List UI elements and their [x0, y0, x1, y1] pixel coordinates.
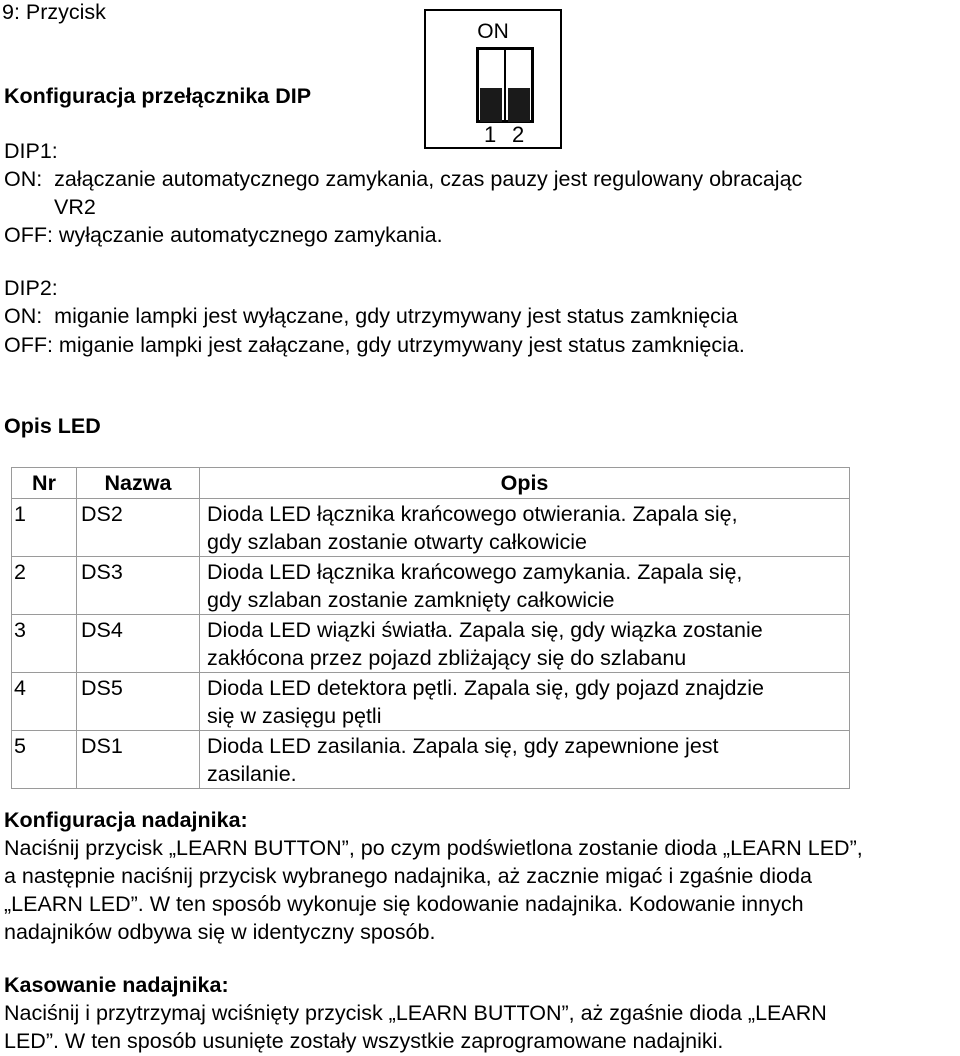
row-description-line: zakłócona przez pojazd zbliżający się do szlabanu: [207, 646, 687, 670]
row-description-line: gdy szlaban zostanie zamknięty całkowicie: [207, 588, 615, 612]
transmitter-delete-line: Naciśnij i przytrzymaj wciśnięty przycisk „LEARN BUTTON”, aż zgaśnie dioda „LEARN: [4, 1001, 827, 1025]
row-description-line: Dioda LED łącznika krańcowego otwierania. Zapala się,: [207, 502, 738, 526]
column-header-description: Opis: [200, 468, 850, 499]
row-name: DS2: [77, 499, 200, 557]
row-nr: 1: [12, 499, 77, 557]
row-description: [200, 731, 850, 789]
row-description-line: gdy szlaban zostanie otwarty całkowicie: [207, 530, 588, 554]
row-description: [200, 673, 850, 731]
dip-switch-figure: [424, 9, 562, 149]
table-row: [12, 731, 850, 789]
led-table-header-row: [12, 468, 850, 499]
led-section-heading: Opis LED: [4, 414, 101, 438]
row-name: DS3: [77, 557, 200, 615]
dip-switch-divider: [504, 50, 506, 122]
dip-switch-body: [476, 47, 534, 123]
transmitter-config-line: a następnie naciśnij przycisk wybranego nadajnika, aż zacznie migać i zgaśnie dioda: [4, 864, 812, 888]
dip2-title: DIP2:: [4, 276, 58, 300]
row-nr: 2: [12, 557, 77, 615]
dip-on-label: ON: [477, 20, 509, 43]
row-description-line: Dioda LED wiązki światła. Zapala się, gdy wiązka zostanie: [207, 618, 763, 642]
dip-switch-1-number: 1: [484, 122, 497, 147]
row-nr: 3: [12, 615, 77, 673]
dip-config-heading: Konfiguracja przełącznika DIP: [4, 84, 312, 108]
row-name: DS5: [77, 673, 200, 731]
row-description-line: zasilanie.: [207, 762, 297, 786]
dip-switch-2-number: 2: [512, 122, 525, 147]
row-nr: 5: [12, 731, 77, 789]
dip-switch-2-lever: [508, 88, 530, 122]
dip1-off-text: OFF: wyłączanie automatycznego zamykania.: [4, 223, 443, 247]
transmitter-config-line: „LEARN LED”. W ten sposób wykonuje się kodowanie nadajnika. Kodowanie innych: [4, 892, 804, 916]
table-row: [12, 615, 850, 673]
dip-switch-1-lever: [480, 88, 502, 122]
transmitter-config-heading: Konfiguracja nadajnika:: [4, 808, 248, 832]
row-nr: 4: [12, 673, 77, 731]
row-description-line: się w zasięgu pętli: [207, 704, 382, 728]
row-description-line: Dioda LED detektora pętli. Zapala się, gdy pojazd znajdzie: [207, 676, 764, 700]
row-name: DS1: [77, 731, 200, 789]
dip2-on-text: ON: miganie lampki jest wyłączane, gdy utrzymywany jest status zamknięcia: [4, 304, 738, 328]
page-header: 9: Przycisk: [2, 0, 106, 24]
transmitter-delete-heading: Kasowanie nadajnika:: [4, 973, 229, 997]
column-header-nr: Nr: [12, 468, 77, 499]
column-header-name: Nazwa: [77, 468, 200, 499]
row-description: [200, 557, 850, 615]
transmitter-config-line: nadajników odbywa się w identyczny sposób.: [4, 920, 436, 944]
table-row: [12, 557, 850, 615]
row-description-line: Dioda LED łącznika krańcowego zamykania. Zapala się,: [207, 560, 743, 584]
transmitter-delete-line: LED”. W ten sposób usunięte zostały wszystkie zaprogramowane nadajniki.: [4, 1029, 724, 1053]
row-description: [200, 615, 850, 673]
dip2-off-text: OFF: miganie lampki jest załączane, gdy utrzymywany jest status zamknięcia.: [4, 333, 745, 357]
row-description-line: Dioda LED zasilania. Zapala się, gdy zapewnione jest: [207, 734, 719, 758]
dip1-on-text: ON: załączanie automatycznego zamykania, czas pauzy jest regulowany obracając: [4, 167, 803, 191]
transmitter-config-line: Naciśnij przycisk „LEARN BUTTON”, po czym podświetlona zostanie dioda „LEARN LED”,: [4, 836, 863, 860]
row-name: DS4: [77, 615, 200, 673]
led-table: [11, 467, 850, 789]
dip1-on-text-cont: VR2: [54, 195, 96, 219]
dip1-title: DIP1:: [4, 139, 58, 163]
table-row: [12, 673, 850, 731]
table-row: [12, 499, 850, 557]
row-description: [200, 499, 850, 557]
